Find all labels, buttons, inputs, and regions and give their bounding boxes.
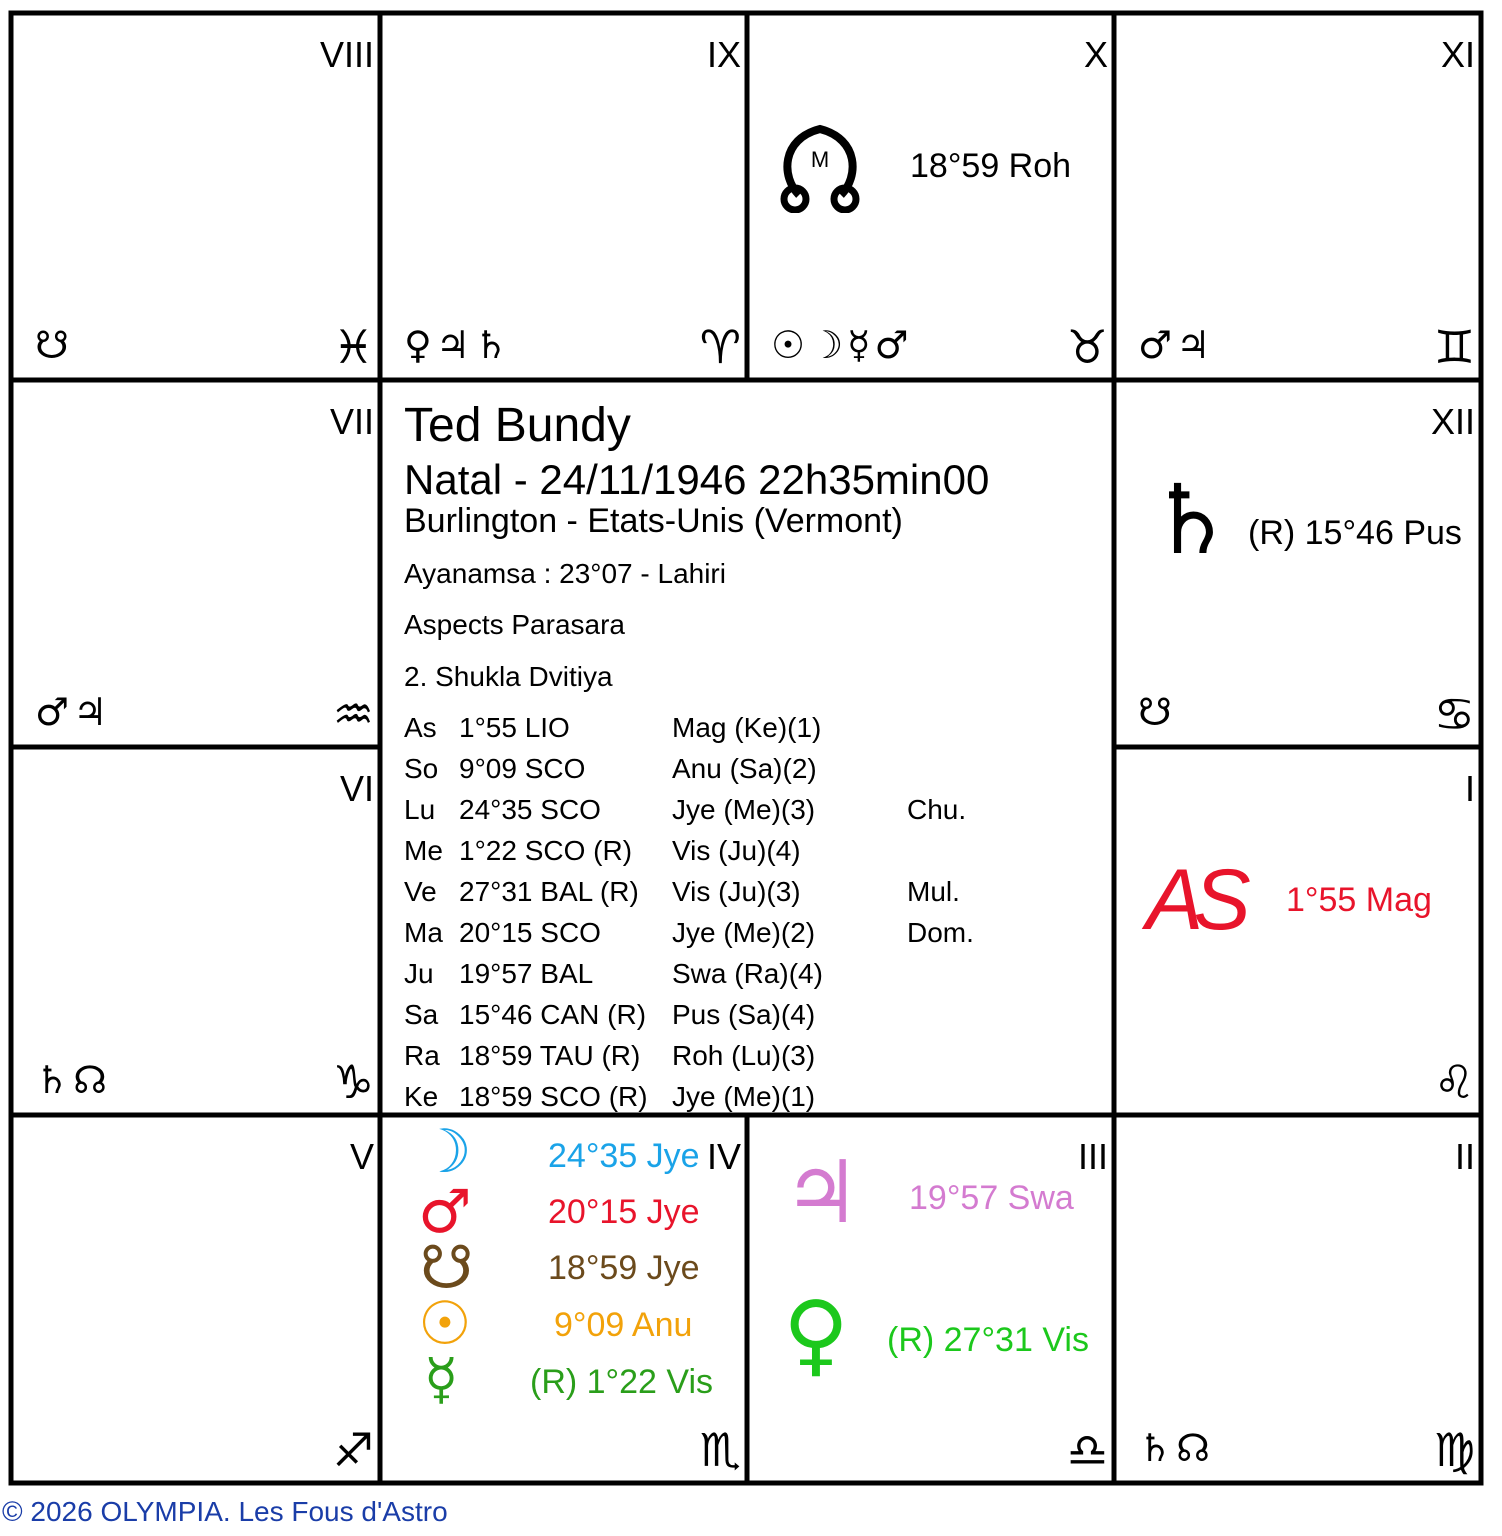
venus-icon: ♀ bbox=[783, 1282, 849, 1387]
position: 18°59 TAU (R) bbox=[459, 1040, 641, 1071]
planet-glyphs: ♂♃ bbox=[1138, 323, 1215, 367]
planet-abbr: Lu bbox=[404, 794, 436, 825]
ascendant-icon: AS bbox=[1146, 852, 1241, 948]
ketu-icon: ☋ bbox=[420, 1233, 474, 1303]
house-ii bbox=[1114, 1115, 1481, 1483]
taurus-icon: ♉ bbox=[1066, 320, 1108, 374]
house-vii bbox=[11, 380, 380, 747]
planet-abbr: Ra bbox=[404, 1040, 440, 1071]
nakshatra: Anu (Sa)(2) bbox=[672, 753, 817, 784]
planet-glyphs: ☋ bbox=[1138, 690, 1176, 734]
sun-degree: 9°09 Anu bbox=[554, 1306, 693, 1344]
moon-degree: 24°35 Jye bbox=[548, 1137, 700, 1175]
house-viii bbox=[11, 13, 380, 380]
nakshatra: Pus (Sa)(4) bbox=[672, 999, 816, 1030]
saturn-degree: (R) 15°46 Pus bbox=[1248, 514, 1462, 552]
planet-glyphs: ☉☽☿♂ bbox=[771, 323, 913, 367]
ayanamsa: Ayanamsa : 23°07 - Lahiri bbox=[404, 558, 726, 589]
leo-icon: ♌ bbox=[1433, 1055, 1475, 1109]
position: 20°15 SCO bbox=[459, 917, 601, 948]
jupiter-icon: ♃ bbox=[783, 1143, 861, 1243]
planet-abbr: As bbox=[404, 712, 437, 743]
planet-abbr: Ve bbox=[404, 876, 437, 907]
house-x bbox=[747, 13, 1114, 380]
scorpio-icon: ♏ bbox=[699, 1423, 741, 1477]
nakshatra: Jye (Me)(3) bbox=[672, 794, 816, 825]
house-i bbox=[1114, 747, 1481, 1115]
house-iv bbox=[380, 1115, 747, 1483]
house-number: XI bbox=[1440, 34, 1475, 75]
jupiter-degree: 19°57 Swa bbox=[909, 1179, 1074, 1217]
moon-icon: ☽ bbox=[418, 1117, 472, 1187]
house-number: IX bbox=[706, 34, 741, 75]
sun-icon: ☉ bbox=[418, 1289, 472, 1359]
planet-glyphs: ♂♃ bbox=[35, 690, 112, 734]
ketu-degree: 18°59 Jye bbox=[548, 1249, 700, 1287]
planet-glyphs: ♄☊ bbox=[1138, 1426, 1214, 1470]
house-number: III bbox=[1077, 1136, 1108, 1177]
nakshatra: Mag (Ke)(1) bbox=[672, 712, 822, 743]
rahu-label: M bbox=[810, 147, 830, 172]
position: 24°35 SCO bbox=[459, 794, 601, 825]
house-number: II bbox=[1454, 1136, 1475, 1177]
house-vi bbox=[11, 747, 380, 1115]
planet-glyphs: ☋ bbox=[35, 323, 73, 367]
house-number: V bbox=[349, 1136, 374, 1177]
mars-icon: ♂ bbox=[418, 1177, 472, 1247]
libra-icon: ♎ bbox=[1066, 1423, 1108, 1477]
capricorn-icon: ♑ bbox=[332, 1055, 374, 1109]
house-number: IV bbox=[706, 1136, 741, 1177]
nakshatra: Jye (Me)(1) bbox=[672, 1081, 816, 1112]
virgo-icon: ♍ bbox=[1433, 1423, 1475, 1477]
house-iii bbox=[747, 1115, 1114, 1483]
house-number: I bbox=[1464, 768, 1475, 809]
note: Dom. bbox=[907, 917, 974, 948]
position: 1°55 LIO bbox=[459, 712, 570, 743]
planet-abbr: Ma bbox=[404, 917, 443, 948]
copyright-footer[interactable]: © 2026 OLYMPIA. Les Fous d'Astro bbox=[2, 1496, 448, 1527]
mercury-icon: ☿ bbox=[424, 1347, 459, 1412]
house-number: VI bbox=[339, 768, 374, 809]
nakshatra: Roh (Lu)(3) bbox=[672, 1040, 816, 1071]
house-xii bbox=[1114, 380, 1481, 747]
tithi: 2. Shukla Dvitiya bbox=[404, 661, 613, 692]
house-number: XII bbox=[1430, 401, 1475, 442]
planet-abbr: Sa bbox=[404, 999, 439, 1030]
house-number: X bbox=[1083, 34, 1108, 75]
house-number: VII bbox=[329, 401, 374, 442]
position: 15°46 CAN (R) bbox=[459, 999, 647, 1030]
pisces-icon: ♓ bbox=[332, 320, 374, 374]
position: 27°31 BAL (R) bbox=[459, 876, 639, 907]
house-v bbox=[11, 1115, 380, 1483]
planet-glyphs: ♀♃♄ bbox=[404, 323, 512, 367]
birth-place: Burlington - Etats-Unis (Vermont) bbox=[404, 502, 903, 540]
saturn-icon: ♄ bbox=[1148, 464, 1235, 576]
nakshatra: Swa (Ra)(4) bbox=[672, 958, 823, 989]
house-ix bbox=[380, 13, 747, 380]
aries-icon: ♈ bbox=[699, 320, 741, 374]
ascendant-degree: 1°55 Mag bbox=[1286, 881, 1432, 919]
cancer-icon: ♋ bbox=[1433, 687, 1475, 741]
planet-abbr: Ju bbox=[404, 958, 434, 989]
gemini-icon: ♊ bbox=[1433, 320, 1475, 374]
position: 18°59 SCO (R) bbox=[459, 1081, 648, 1112]
nakshatra: Vis (Ju)(3) bbox=[672, 876, 801, 907]
rahu-icon bbox=[777, 117, 863, 213]
birth-datetime: Natal - 24/11/1946 22h35min00 bbox=[404, 456, 990, 503]
note: Mul. bbox=[907, 876, 960, 907]
rahu-degree: 18°59 Roh bbox=[910, 147, 1072, 185]
planet-glyphs: ♄☊ bbox=[35, 1058, 111, 1102]
sagittarius-icon: ♐ bbox=[332, 1423, 374, 1477]
house-number: VIII bbox=[319, 34, 374, 75]
aquarius-icon: ♒ bbox=[332, 687, 374, 741]
subject-name: Ted Bundy bbox=[404, 399, 631, 452]
nakshatra: Jye (Me)(2) bbox=[672, 917, 816, 948]
house-xi bbox=[1114, 13, 1481, 380]
mercury-degree: (R) 1°22 Vis bbox=[530, 1363, 714, 1401]
planet-abbr: Me bbox=[404, 835, 443, 866]
position: 1°22 SCO (R) bbox=[459, 835, 633, 866]
mars-degree: 20°15 Jye bbox=[548, 1193, 700, 1231]
note: Chu. bbox=[907, 794, 967, 825]
position: 19°57 BAL bbox=[459, 958, 594, 989]
planet-abbr: Ke bbox=[404, 1081, 439, 1112]
nakshatra: Vis (Ju)(4) bbox=[672, 835, 801, 866]
position: 9°09 SCO bbox=[459, 753, 586, 784]
planet-abbr: So bbox=[404, 753, 439, 784]
venus-degree: (R) 27°31 Vis bbox=[887, 1321, 1089, 1359]
aspects-system: Aspects Parasara bbox=[404, 609, 625, 640]
